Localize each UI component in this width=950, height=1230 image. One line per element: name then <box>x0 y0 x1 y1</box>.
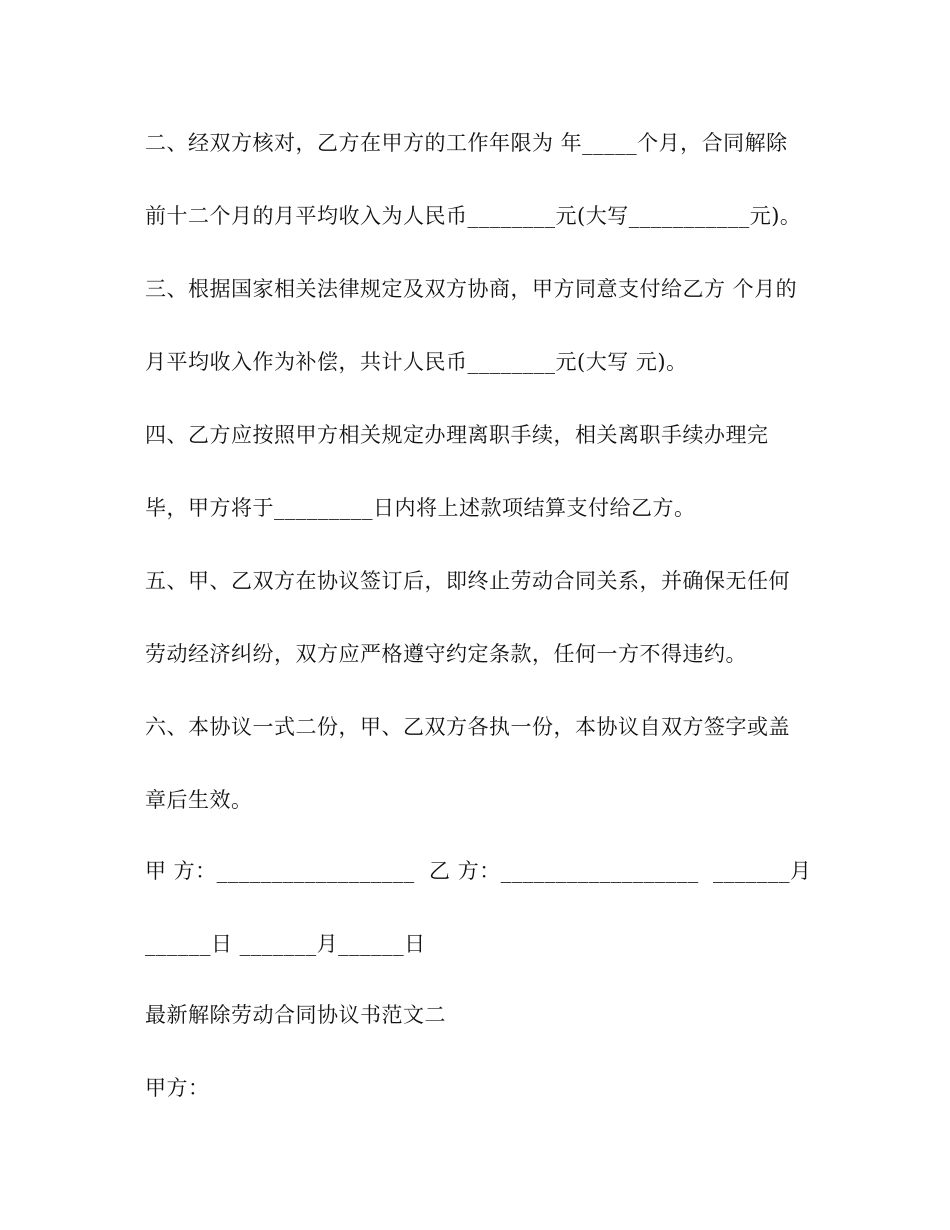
clause-4-line-2: 毕，甲方将于_________日内将上述款项结算支付给乙方。 <box>145 496 696 520</box>
signature-line: 甲 方：__________________ 乙 方：__________________ _______月 <box>145 859 812 883</box>
clause-2-line-2: 前十二个月的月平均收入为人民币________元(大写___________元)。 <box>145 204 802 228</box>
clause-5-line-1: 五、甲、乙双方在协议签订后，即终止劳动合同关系，并确保无任何 <box>145 569 790 593</box>
clause-4-line-1: 四、乙方应按照甲方相关规定办理离职手续，相关离职手续办理完 <box>145 423 769 447</box>
clause-6-line-2: 章后生效。 <box>145 788 253 812</box>
party-a-label: 甲方： <box>145 1076 210 1100</box>
clause-2-line-1: 二、经双方核对，乙方在甲方的工作年限为 年_____个月，合同解除 <box>145 131 788 155</box>
clause-3-line-2: 月平均收入作为补偿，共计人民币________元(大写 元)。 <box>145 350 688 374</box>
clause-3-line-1: 三、根据国家相关法律规定及双方协商，甲方同意支付给乙方 个月的 <box>145 277 798 301</box>
clause-5-line-2: 劳动经济纠纷，双方应严格遵守约定条款，任何一方不得违约。 <box>145 642 747 666</box>
clause-6-line-1: 六、本协议一式二份，甲、乙双方各执一份，本协议自双方签字或盖 <box>145 715 790 739</box>
date-line: ______日 _______月______日 <box>145 932 426 956</box>
section-title: 最新解除劳动合同协议书范文二 <box>145 1003 446 1027</box>
